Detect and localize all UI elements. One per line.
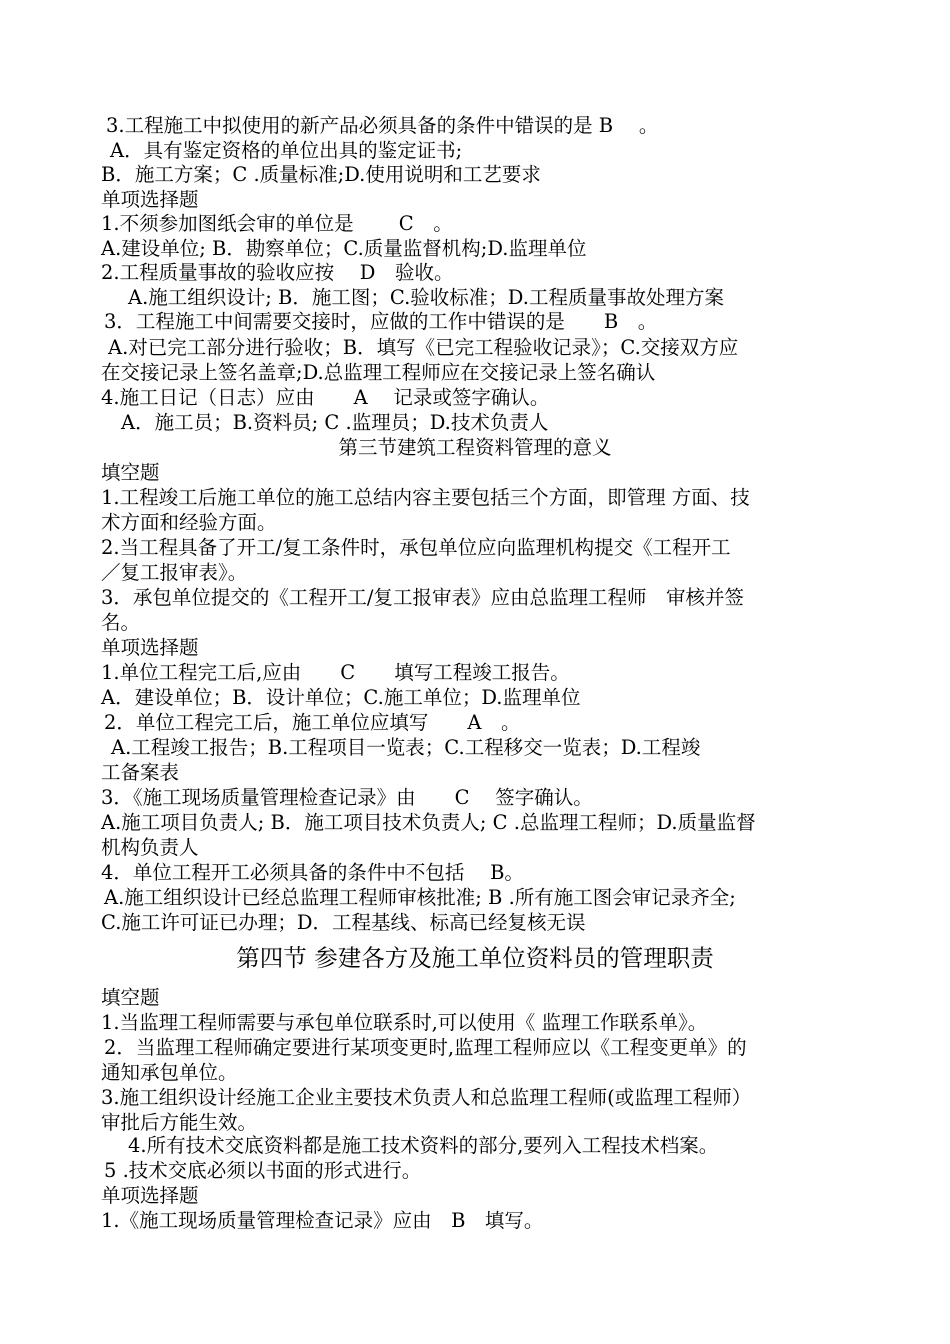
text-line: 3．承包单位提交的《工程开工/复工报审表》应由总监理工程师 审核并签 [101,586,744,609]
text-line: 2．当监理工程师确定要进行某项变更时,监理工程师应以《工程变更单》的 [104,1036,747,1059]
section-heading: 单项选择题 [101,188,199,211]
text-line: 3．工程施工中间需要交接时，应做的工作中错误的是 B 。 [104,310,658,333]
section-heading: 单项选择题 [101,1184,199,1207]
text-line: C.施工许可证已办理；D．工程基线、标高已经复核无误 [101,911,586,934]
section-heading: 填空题 [101,461,160,484]
text-line: A.对已完工部分进行验收；B．填写《已完工程验收记录》；C.交接双方应 [108,336,739,359]
text-line: 2．单位工程完工后，施工单位应填写 A 。 [104,711,521,734]
text-line: 4．单位工程开工必须具备的条件中不包括 B。 [101,861,524,884]
text-line: 1.单位工程完工后,应由 C 填写工程竣工报告。 [101,661,570,684]
text-line: 4.施工日记（日志）应由 A 记录或签字确认。 [101,386,550,409]
text-line: 在交接记录上签名盖章;D.总监理工程师应在交接记录上签名确认 [101,361,656,384]
text-line: 审批后方能生效。 [101,1111,258,1134]
text-line: 2.工程质量事故的验收应按 D 验收。 [101,261,454,284]
text-line: A.施工组织设计; B．施工图；C.验收标准；D.工程质量事故处理方案 [128,286,724,309]
section-title: 第三节建筑工程资料管理的意义 [338,436,612,459]
text-line: 2.当工程具备了开工/复工条件时，承包单位应向监理机构提交《工程开工 [101,536,731,559]
text-line: 5 .技术交底必须以书面的形式进行。 [104,1159,422,1182]
text-line: A.建设单位; B．勘察单位；C.质量监督机构;D.监理单位 [101,237,587,260]
text-line: 机构负责人 [101,836,199,859]
text-line: ／复工报审表》。 [101,561,248,584]
text-line: 3．《施工现场质量管理检查记录》由 C 签字确认。 [101,786,593,809]
text-line: A.施工组织设计已经总监理工程师审核批准; B .所有施工图会审记录齐全; [104,886,736,909]
section-heading: 填空题 [101,986,160,1009]
text-line: A．具有鉴定资格的单位出具的鉴定证书; [110,139,463,162]
text-line: B．施工方案；C .质量标准;D.使用说明和工艺要求 [101,163,541,186]
text-line: 名。 [101,611,141,634]
text-line: 通知承包单位。 [101,1061,238,1084]
text-line: A．建设单位；B．设计单位；C.施工单位；D.监理单位 [101,686,581,709]
text-line: A．施工员；B.资料员; C .监理员；D.技术负责人 [121,411,549,434]
text-line: A.工程竣工报告；B.工程项目一览表；C.工程移交一览表；D.工程竣 [111,736,701,759]
text-line: 工备案表 [101,761,180,784]
text-line: 3.施工组织设计经施工企业主要技术负责人和总监理工程师(或监理工程师） [101,1086,752,1109]
section-heading: 单项选择题 [101,636,199,659]
text-line: 1.《施工现场质量管理检查记录》应由 B 填写。 [101,1209,544,1232]
section-title: 第四节 参建各方及施工单位资料员的管理职责 [236,944,714,972]
text-line: A.施工项目负责人; B．施工项目技术负责人; C .总监理工程师；D.质量监督 [101,811,756,834]
text-line: 3.工程施工中拟使用的新产品必须具备的条件中错误的是 B 。 [106,114,659,137]
text-line: 1.不须参加图纸会审的单位是 C 。 [101,212,453,235]
text-line: 4.所有技术交底资料都是施工技术资料的部分,要列入工程技术档案。 [128,1134,719,1157]
text-line: 1.当监理工程师需要与承包单位联系时,可以使用《 监理工作联系单》。 [101,1011,708,1034]
text-line: 1.工程竣工后施工单位的施工总结内容主要包括三个方面，即管理 方面、技 [101,486,750,509]
text-line: 术方面和经验方面。 [101,511,277,534]
